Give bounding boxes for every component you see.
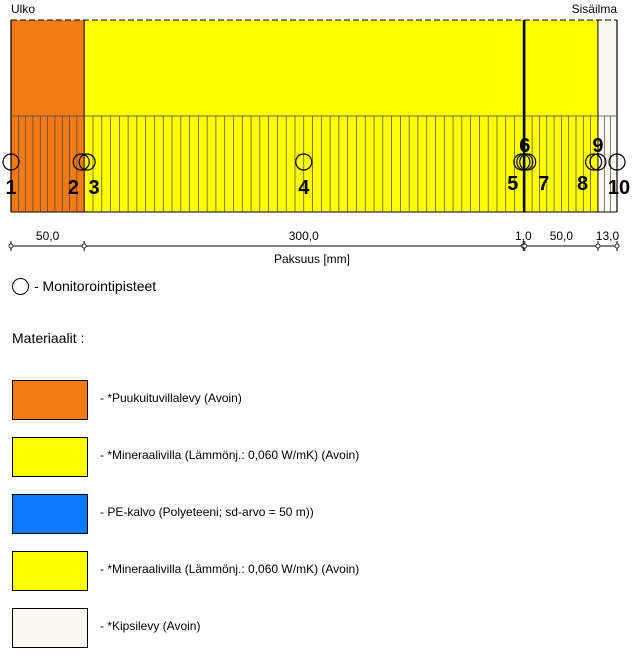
legend-swatch [12,551,88,591]
axis-tick-marker [9,244,13,248]
axis-tick-marker [615,244,619,248]
wall-cross-section-diagram [0,0,634,300]
thickness-axis [9,229,619,251]
thickness-label: 50,0 [549,229,574,243]
axis-tick-marker [523,244,527,248]
legend-item [12,437,612,477]
legend-label: - *Kipsilevy (Avoin) [100,619,201,633]
monitoring-point-label: 9 [592,135,604,157]
axis-tick-marker [82,244,86,248]
legend-label: - *Mineraalivilla (Lämmönj.: 0,060 W/mK) (Avoin) [100,562,360,576]
monitoring-point-label: 5 [507,173,519,195]
axis-title: Paksuus [mm] [273,252,351,266]
inside-label: Sisäilma [571,2,617,16]
legend-label: - PE-kalvo (Polyeteeni; sd-arvo = 50 m)) [100,505,314,519]
legend-swatch [12,608,88,648]
thickness-label: 1,0 [514,229,532,243]
legend-item [12,551,612,591]
monitoring-point-label: 2 [67,177,79,199]
monitoring-point-label: 7 [538,173,550,195]
monitoring-points-legend-label: - Monitorointipisteet [34,278,157,294]
thickness-label: 13,0 [595,229,620,243]
monitoring-point-label: 4 [298,177,310,199]
legend-label: - *Mineraalivilla (Lämmönj.: 0,060 W/mK) (Avoin) [100,448,360,462]
legend-item [12,380,612,420]
legend-swatch [12,494,88,534]
axis-tick-marker [596,244,600,248]
legend-swatch [12,380,88,420]
thickness-label: 50,0 [35,229,60,243]
materials-heading: Materiaalit : [12,330,85,346]
legend-item [12,608,612,648]
monitoring-point-circle-icon [12,278,29,295]
legend-swatch [12,437,88,477]
monitoring-point-label: 10 [607,177,631,199]
monitoring-point-label: 3 [88,177,100,199]
outside-label: Ulko [11,2,36,16]
thickness-label: 300,0 [288,229,319,243]
legend-label: - *Puukuituvillalevy (Avoin) [100,391,242,405]
legend-item [12,494,612,534]
monitoring-point-label: 6 [519,135,531,157]
monitoring-point-label: 8 [577,173,589,195]
monitoring-point-label: 1 [5,177,17,199]
